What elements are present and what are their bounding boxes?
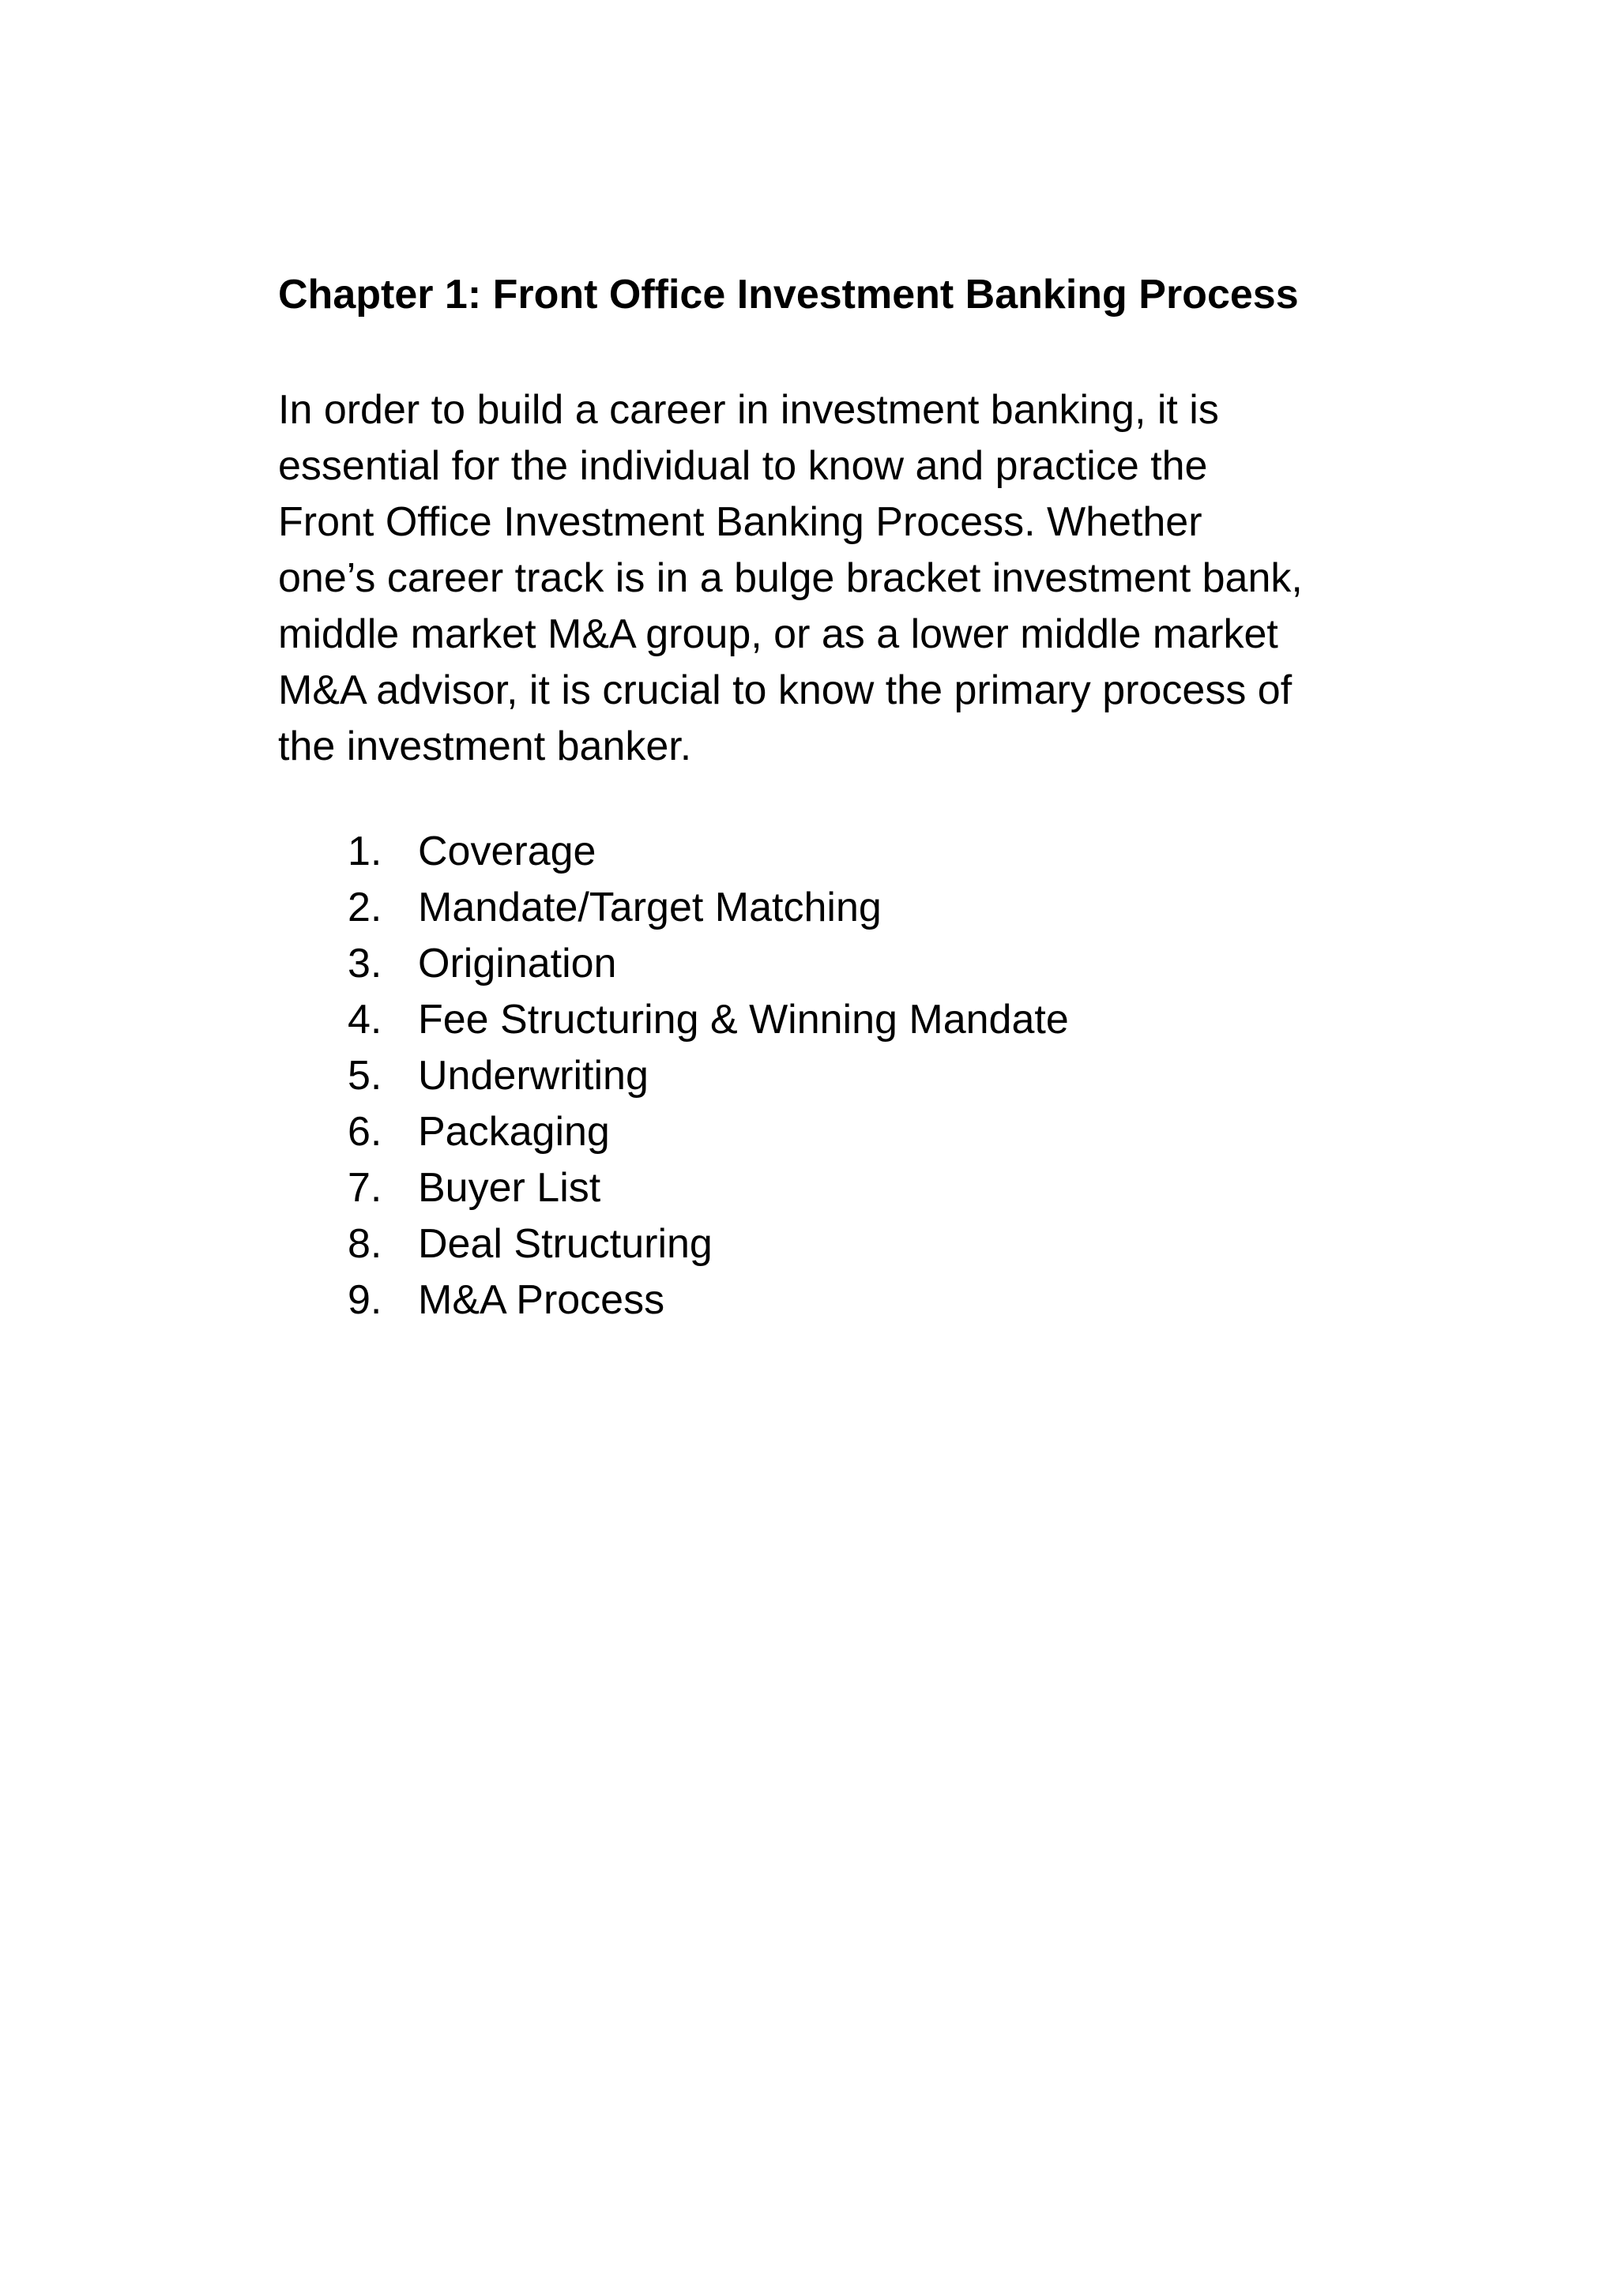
intro-line: middle market M&A group, or as a lower middle market bbox=[278, 611, 1278, 657]
list-item bbox=[278, 936, 1384, 992]
list-item-number: 1. bbox=[348, 828, 382, 874]
list-item-number: 6. bbox=[348, 1108, 382, 1155]
list-item-label: Buyer List bbox=[418, 1164, 601, 1211]
list-item-label: Fee Structuring & Winning Mandate bbox=[418, 996, 1069, 1043]
list-item-label: M&A Process bbox=[418, 1276, 665, 1323]
list-item-label: Mandate/Target Matching bbox=[418, 884, 882, 930]
process-steps-list bbox=[278, 824, 1384, 1328]
list-item-label: Deal Structuring bbox=[418, 1220, 713, 1267]
list-item-number: 9. bbox=[348, 1276, 382, 1323]
list-item-number: 2. bbox=[348, 884, 382, 930]
intro-line: essential for the individual to know and practice the bbox=[278, 442, 1208, 489]
document-page bbox=[278, 269, 1384, 1328]
list-item bbox=[278, 880, 1384, 936]
list-item-label: Origination bbox=[418, 940, 617, 986]
list-item-number: 5. bbox=[348, 1052, 382, 1099]
list-item bbox=[278, 1160, 1384, 1216]
list-item-label: Underwriting bbox=[418, 1052, 649, 1099]
intro-line: one’s career track is in a bulge bracket investment bank, bbox=[278, 554, 1303, 601]
list-item-label: Coverage bbox=[418, 828, 596, 874]
intro-line: the investment banker. bbox=[278, 723, 692, 769]
list-item-number: 3. bbox=[348, 940, 382, 986]
intro-line: M&A advisor, it is crucial to know the primary process of bbox=[278, 667, 1293, 713]
intro-paragraph bbox=[278, 382, 1384, 775]
list-item bbox=[278, 1048, 1384, 1104]
list-item bbox=[278, 1216, 1384, 1272]
list-item bbox=[278, 824, 1384, 880]
list-item-label: Packaging bbox=[418, 1108, 610, 1155]
intro-line: Front Office Investment Banking Process. Whether bbox=[278, 498, 1202, 545]
list-item bbox=[278, 1272, 1384, 1328]
list-item bbox=[278, 992, 1384, 1048]
intro-line: In order to build a career in investment banking, it is bbox=[278, 386, 1219, 433]
list-item-number: 7. bbox=[348, 1164, 382, 1211]
list-item-number: 4. bbox=[348, 996, 382, 1043]
list-item bbox=[278, 1104, 1384, 1160]
list-item-number: 8. bbox=[348, 1220, 382, 1267]
chapter-title: Chapter 1: Front Office Investment Banking Process bbox=[278, 272, 1299, 318]
